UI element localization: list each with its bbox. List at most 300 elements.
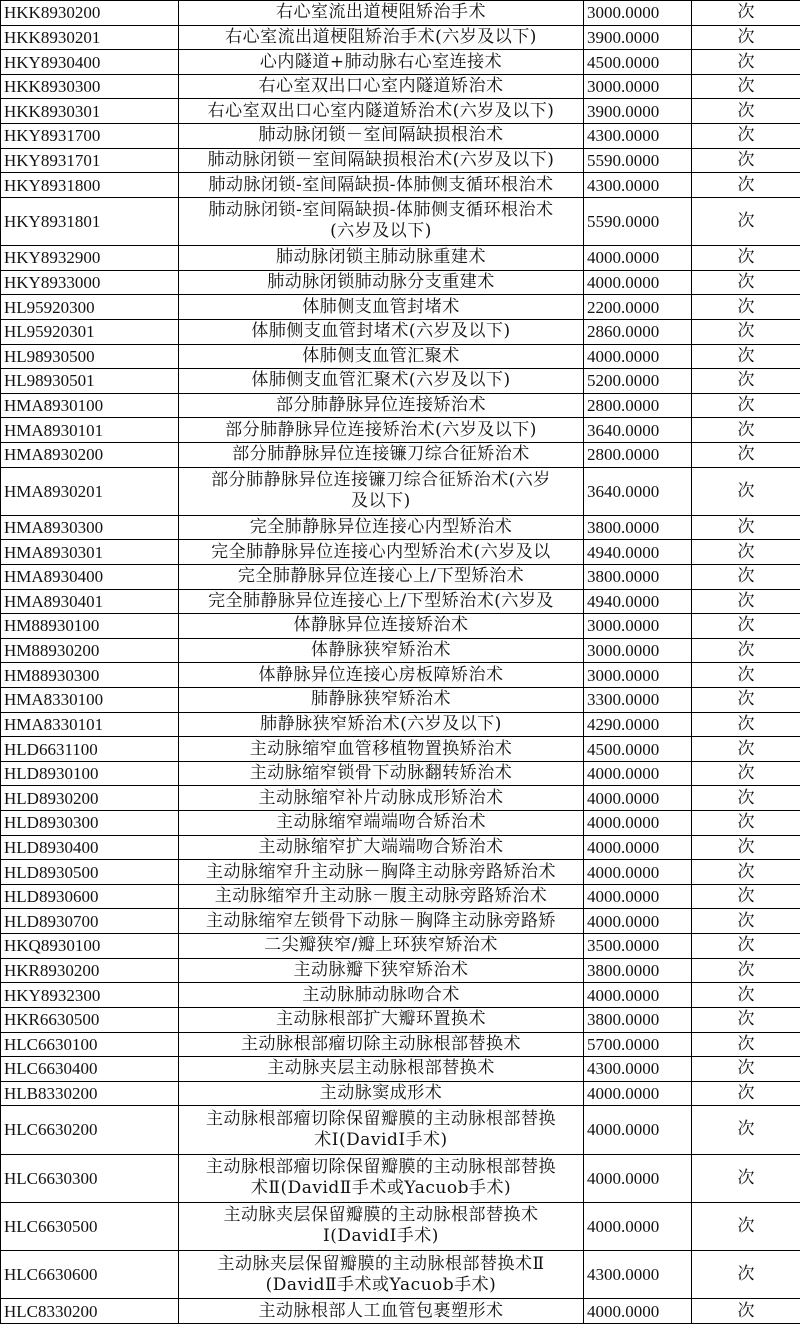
item-code-cell <box>1 564 179 589</box>
item-name-text: 主动脉缩窄升主动脉－腹主动脉旁路矫治术 <box>215 886 548 906</box>
item-unit-cell <box>692 1299 800 1324</box>
item-name-cell <box>179 1250 584 1298</box>
item-name-cell <box>179 270 584 295</box>
table-row <box>1 663 800 688</box>
item-price-text: 4000.0000 <box>587 1302 659 1321</box>
item-price-text: 3000.0000 <box>587 3 659 22</box>
item-unit-text: 次 <box>738 960 755 980</box>
item-name-text: 主动脉夹层主动脉根部替换术 <box>267 1058 495 1078</box>
item-code-text: HKY8932300 <box>4 986 100 1005</box>
item-code-cell <box>1 1106 179 1154</box>
item-name-text: 主动脉缩窄锁骨下动脉翻转矫治术 <box>250 763 513 783</box>
table-body <box>1 1 800 1324</box>
item-name-text: 右心室流出道梗阻矫治手术 <box>276 2 486 22</box>
item-code-cell <box>1 467 179 515</box>
item-price-text: 4500.0000 <box>587 53 659 72</box>
item-name-cell <box>179 811 584 836</box>
item-name-text: 肺动脉闭锁－室间隔缺损根治术(六岁及以下) <box>208 150 555 170</box>
item-unit-text: 次 <box>738 566 755 586</box>
item-price-cell <box>584 1299 692 1324</box>
item-unit-cell <box>692 860 800 885</box>
item-code-text: HMA8930101 <box>4 421 103 440</box>
item-unit-text: 次 <box>738 175 755 195</box>
item-name-text: 部分肺静脉异位连接矫治术 <box>276 395 486 415</box>
item-name-cell <box>179 197 584 245</box>
item-name-cell <box>179 540 584 565</box>
table-row <box>1 467 800 515</box>
item-name-cell <box>179 712 584 737</box>
item-unit-text: 次 <box>738 370 755 390</box>
item-name-cell <box>179 25 584 50</box>
item-unit-text: 次 <box>738 788 755 808</box>
item-unit-text: 次 <box>738 420 755 440</box>
item-name-text: 肺动脉闭锁肺动脉分支重建术 <box>267 272 495 292</box>
item-price-cell <box>584 958 692 983</box>
item-name-text: 体肺侧支血管封堵术(六岁及以下) <box>251 321 510 341</box>
item-unit-cell <box>692 983 800 1008</box>
item-unit-cell <box>692 1154 800 1202</box>
item-code-text: HLD8930400 <box>4 838 98 857</box>
table-row <box>1 589 800 614</box>
item-price-cell <box>584 369 692 394</box>
item-code-text: HKY8933000 <box>4 273 100 292</box>
item-price-cell <box>584 1032 692 1057</box>
item-code-text: HMA8930201 <box>4 482 103 501</box>
item-code-cell <box>1 270 179 295</box>
table-row <box>1 515 800 540</box>
item-price-cell <box>584 909 692 934</box>
table-row <box>1 1032 800 1057</box>
item-price-cell <box>584 246 692 271</box>
item-price-text: 4000.0000 <box>587 986 659 1005</box>
item-name-cell <box>179 50 584 75</box>
item-code-cell <box>1 74 179 99</box>
item-price-cell <box>584 1202 692 1250</box>
item-price-cell <box>584 638 692 663</box>
item-name-text: 部分肺静脉异位连接矫治术(六岁及以下) <box>225 420 537 440</box>
item-name-cell <box>179 688 584 713</box>
item-price-text: 4000.0000 <box>587 813 659 832</box>
item-unit-text: 次 <box>738 1264 755 1284</box>
item-price-cell <box>584 811 692 836</box>
item-code-text: HKY8931800 <box>4 176 100 195</box>
item-price-cell <box>584 393 692 418</box>
table-row <box>1 369 800 394</box>
item-name-cell <box>179 737 584 762</box>
item-name-text: 主动脉肺动脉吻合术 <box>302 985 460 1005</box>
item-price-text: 3500.0000 <box>587 936 659 955</box>
item-unit-cell <box>692 540 800 565</box>
table-row <box>1 835 800 860</box>
table-row <box>1 344 800 369</box>
item-unit-cell <box>692 589 800 614</box>
table-row <box>1 246 800 271</box>
item-unit-text: 次 <box>738 481 755 501</box>
item-name-cell <box>179 884 584 909</box>
item-name-text: 部分肺静脉异位连接镰刀综合征矫治术 <box>232 444 530 464</box>
table-row <box>1 270 800 295</box>
item-name-text: 完全肺静脉异位连接心上/下型矫治术(六岁及 <box>208 591 554 611</box>
item-unit-text: 次 <box>738 1058 755 1078</box>
item-price-text: 4000.0000 <box>587 1217 659 1236</box>
item-name-cell <box>179 638 584 663</box>
item-unit-text: 次 <box>738 665 755 685</box>
item-unit-text: 次 <box>738 321 755 341</box>
item-name-cell <box>179 99 584 124</box>
item-price-cell <box>584 515 692 540</box>
item-name-cell <box>179 786 584 811</box>
item-code-cell <box>1 442 179 467</box>
item-name-cell <box>179 860 584 885</box>
table-row <box>1 688 800 713</box>
item-price-cell <box>584 1250 692 1298</box>
item-name-text: 主动脉夹层保留瓣膜的主动脉根部替换术 Ⅰ(DavidⅠ手术) <box>224 1205 539 1246</box>
item-unit-cell <box>692 737 800 762</box>
item-name-cell <box>179 148 584 173</box>
item-name-cell <box>179 1057 584 1082</box>
item-name-text: 体静脉异位连接心房板障矫治术 <box>259 665 504 685</box>
item-code-cell <box>1 958 179 983</box>
item-code-text: HM88930100 <box>4 616 99 635</box>
item-name-text: 主动脉缩窄血管移植物置换矫治术 <box>250 739 513 759</box>
item-code-cell <box>1 124 179 149</box>
item-code-cell <box>1 99 179 124</box>
table-row <box>1 934 800 959</box>
item-name-cell <box>179 344 584 369</box>
item-code-text: HLC6630300 <box>4 1169 98 1188</box>
item-name-text: 主动脉根部瘤切除保留瓣膜的主动脉根部替换 术Ⅱ(DavidⅡ手术或Yacuob手术) <box>206 1157 556 1198</box>
table-row <box>1 393 800 418</box>
item-name-text: 完全肺静脉异位连接心上/下型矫治术 <box>238 566 524 586</box>
item-price-cell <box>584 712 692 737</box>
item-code-text: HKK8930200 <box>4 3 100 22</box>
item-unit-text: 次 <box>738 297 755 317</box>
item-name-cell <box>179 418 584 443</box>
item-price-text: 5590.0000 <box>587 212 659 231</box>
table-row <box>1 25 800 50</box>
item-price-cell <box>584 663 692 688</box>
item-code-cell <box>1 638 179 663</box>
item-code-cell <box>1 934 179 959</box>
table-row <box>1 418 800 443</box>
item-name-text: 肺动脉闭锁主肺动脉重建术 <box>276 247 486 267</box>
table-row <box>1 74 800 99</box>
item-code-text: HMA8930300 <box>4 518 103 537</box>
item-name-text: 主动脉缩窄扩大端端吻合矫治术 <box>259 837 504 857</box>
item-unit-cell <box>692 1032 800 1057</box>
item-unit-cell <box>692 564 800 589</box>
item-unit-cell <box>692 1202 800 1250</box>
item-name-text: 主动脉缩窄端端吻合矫治术 <box>276 812 486 832</box>
item-unit-text: 次 <box>738 739 755 759</box>
item-name-text: 主动脉缩窄升主动脉－胸降主动脉旁路矫治术 <box>206 862 556 882</box>
item-code-cell <box>1 148 179 173</box>
item-unit-text: 次 <box>738 1216 755 1236</box>
item-code-text: HL98930501 <box>4 371 95 390</box>
table-row <box>1 1250 800 1298</box>
table-row <box>1 319 800 344</box>
item-code-text: HLC6630400 <box>4 1059 98 1078</box>
item-code-text: HLC6630600 <box>4 1265 98 1284</box>
item-name-cell <box>179 319 584 344</box>
item-name-cell <box>179 614 584 639</box>
item-code-text: HKK8930300 <box>4 77 100 96</box>
item-code-cell <box>1 25 179 50</box>
item-code-text: HM88930300 <box>4 666 99 685</box>
item-price-cell <box>584 418 692 443</box>
table-row <box>1 197 800 245</box>
item-code-text: HLB8330200 <box>4 1084 98 1103</box>
table-row <box>1 958 800 983</box>
item-code-text: HKR8930200 <box>4 961 99 980</box>
table-row <box>1 1202 800 1250</box>
item-name-cell <box>179 246 584 271</box>
item-price-cell <box>584 737 692 762</box>
item-unit-cell <box>692 638 800 663</box>
table-row <box>1 737 800 762</box>
item-unit-cell <box>692 1 800 26</box>
item-price-text: 3800.0000 <box>587 567 659 586</box>
item-name-cell <box>179 173 584 198</box>
item-price-text: 3000.0000 <box>587 641 659 660</box>
item-price-text: 4000.0000 <box>587 789 659 808</box>
item-name-cell <box>179 934 584 959</box>
item-name-text: 体肺侧支血管汇聚术 <box>302 346 460 366</box>
item-code-cell <box>1 1081 179 1106</box>
item-name-text: 部分肺静脉异位连接镰刀综合征矫治术(六岁 及以下) <box>211 470 551 511</box>
item-unit-text: 次 <box>738 101 755 121</box>
item-unit-cell <box>692 712 800 737</box>
item-name-cell <box>179 393 584 418</box>
item-name-cell <box>179 1032 584 1057</box>
item-price-cell <box>584 25 692 50</box>
item-code-cell <box>1 246 179 271</box>
table-row <box>1 173 800 198</box>
item-unit-text: 次 <box>738 272 755 292</box>
item-name-text: 右心室流出道梗阻矫治手术(六岁及以下) <box>225 27 537 47</box>
table-row <box>1 99 800 124</box>
item-unit-cell <box>692 663 800 688</box>
item-price-text: 2860.0000 <box>587 322 659 341</box>
item-code-text: HMA8330101 <box>4 715 103 734</box>
item-name-cell <box>179 1154 584 1202</box>
table-row <box>1 712 800 737</box>
item-name-cell <box>179 589 584 614</box>
item-price-cell <box>584 74 692 99</box>
item-code-cell <box>1 344 179 369</box>
item-unit-cell <box>692 50 800 75</box>
item-unit-text: 次 <box>738 1301 755 1321</box>
item-unit-cell <box>692 246 800 271</box>
item-code-text: HMA8930301 <box>4 543 103 562</box>
item-name-text: 主动脉根部瘤切除保留瓣膜的主动脉根部替换 术Ⅰ(DavidⅠ手术) <box>206 1109 556 1150</box>
item-unit-cell <box>692 958 800 983</box>
table-row <box>1 761 800 786</box>
table-row <box>1 909 800 934</box>
item-code-text: HLD8930500 <box>4 863 98 882</box>
item-price-text: 4000.0000 <box>587 1169 659 1188</box>
item-price-text: 3900.0000 <box>587 102 659 121</box>
item-price-text: 4940.0000 <box>587 543 659 562</box>
table-row <box>1 295 800 320</box>
item-code-cell <box>1 737 179 762</box>
item-unit-text: 次 <box>738 862 755 882</box>
item-unit-cell <box>692 99 800 124</box>
item-price-cell <box>584 319 692 344</box>
item-unit-text: 次 <box>738 985 755 1005</box>
item-code-cell <box>1 319 179 344</box>
item-price-text: 3000.0000 <box>587 77 659 96</box>
item-unit-cell <box>692 811 800 836</box>
item-unit-text: 次 <box>738 542 755 562</box>
item-price-text: 2200.0000 <box>587 298 659 317</box>
item-code-cell <box>1 761 179 786</box>
item-code-text: HLC8330200 <box>4 1302 98 1321</box>
item-name-cell <box>179 1202 584 1250</box>
item-price-text: 3000.0000 <box>587 666 659 685</box>
item-name-cell <box>179 958 584 983</box>
item-unit-cell <box>692 124 800 149</box>
item-name-cell <box>179 467 584 515</box>
item-code-text: HMA8930200 <box>4 445 103 464</box>
item-code-text: HKK8930301 <box>4 102 100 121</box>
item-unit-cell <box>692 1081 800 1106</box>
item-price-cell <box>584 761 692 786</box>
item-price-cell <box>584 1057 692 1082</box>
item-name-text: 肺静脉狭窄矫治术(六岁及以下) <box>260 714 502 734</box>
item-price-cell <box>584 442 692 467</box>
item-unit-text: 次 <box>738 247 755 267</box>
item-code-text: HLD8930700 <box>4 912 98 931</box>
item-unit-cell <box>692 1057 800 1082</box>
item-price-text: 3300.0000 <box>587 690 659 709</box>
item-unit-text: 次 <box>738 1119 755 1139</box>
item-unit-cell <box>692 515 800 540</box>
item-unit-cell <box>692 148 800 173</box>
item-code-text: HLD8930100 <box>4 764 98 783</box>
item-name-text: 主动脉夹层保留瓣膜的主动脉根部替换术Ⅱ (DavidⅡ手术或Yacuob手术) <box>217 1254 544 1295</box>
item-name-cell <box>179 515 584 540</box>
item-price-text: 5200.0000 <box>587 371 659 390</box>
item-price-cell <box>584 860 692 885</box>
item-unit-cell <box>692 270 800 295</box>
item-price-cell <box>584 1154 692 1202</box>
item-name-text: 体肺侧支血管汇聚术(六岁及以下) <box>251 370 510 390</box>
item-code-cell <box>1 50 179 75</box>
item-unit-cell <box>692 467 800 515</box>
item-name-cell <box>179 909 584 934</box>
item-name-cell <box>179 1299 584 1324</box>
item-price-text: 4000.0000 <box>587 273 659 292</box>
item-code-cell <box>1 1250 179 1298</box>
item-price-cell <box>584 614 692 639</box>
item-unit-cell <box>692 934 800 959</box>
item-unit-cell <box>692 1106 800 1154</box>
table-row <box>1 614 800 639</box>
item-name-text: 右心室双出口心室内隧道矫治术 <box>259 76 504 96</box>
item-name-text: 体肺侧支血管封堵术 <box>302 297 460 317</box>
item-price-text: 3640.0000 <box>587 421 659 440</box>
table-row <box>1 1 800 26</box>
item-code-cell <box>1 884 179 909</box>
item-price-text: 4000.0000 <box>587 248 659 267</box>
item-code-text: HLD8930200 <box>4 789 98 808</box>
item-price-text: 4300.0000 <box>587 1059 659 1078</box>
item-code-text: HLD8930600 <box>4 887 98 906</box>
item-unit-text: 次 <box>738 689 755 709</box>
item-code-text: HKR6630500 <box>4 1010 99 1029</box>
item-name-cell <box>179 1081 584 1106</box>
item-name-text: 右心室双出口心室内隧道矫治术(六岁及以下) <box>208 101 555 121</box>
item-code-cell <box>1 515 179 540</box>
item-code-text: HM88930200 <box>4 641 99 660</box>
item-name-cell <box>179 1106 584 1154</box>
item-code-cell <box>1 295 179 320</box>
item-price-text: 4000.0000 <box>587 838 659 857</box>
item-unit-cell <box>692 835 800 860</box>
item-unit-text: 次 <box>738 125 755 145</box>
item-unit-cell <box>692 761 800 786</box>
item-name-text: 心内隧道+肺动脉右心室连接术 <box>260 52 502 72</box>
item-unit-text: 次 <box>738 517 755 537</box>
item-price-text: 2800.0000 <box>587 445 659 464</box>
item-name-cell <box>179 1007 584 1032</box>
item-price-cell <box>584 148 692 173</box>
item-unit-text: 次 <box>738 640 755 660</box>
table-row <box>1 1081 800 1106</box>
item-code-text: HKK8930201 <box>4 28 100 47</box>
table-row <box>1 811 800 836</box>
item-name-text: 二尖瓣狭窄/瓣上环狭窄矫治术 <box>264 935 498 955</box>
item-price-cell <box>584 99 692 124</box>
item-name-cell <box>179 124 584 149</box>
item-code-text: HLD6631100 <box>4 740 98 759</box>
item-unit-text: 次 <box>738 1009 755 1029</box>
item-unit-text: 次 <box>738 27 755 47</box>
item-unit-cell <box>692 74 800 99</box>
item-code-text: HMA8930401 <box>4 592 103 611</box>
item-unit-text: 次 <box>738 714 755 734</box>
item-code-cell <box>1 1299 179 1324</box>
table-row <box>1 1106 800 1154</box>
item-price-cell <box>584 589 692 614</box>
item-unit-cell <box>692 197 800 245</box>
item-unit-cell <box>692 393 800 418</box>
item-code-cell <box>1 173 179 198</box>
item-code-cell <box>1 811 179 836</box>
item-code-cell <box>1 1202 179 1250</box>
item-unit-text: 次 <box>738 1083 755 1103</box>
item-name-cell <box>179 295 584 320</box>
item-name-cell <box>179 983 584 1008</box>
item-name-text: 完全肺静脉异位连接心内型矫治术 <box>250 517 513 537</box>
item-price-text: 4000.0000 <box>587 1084 659 1103</box>
item-price-cell <box>584 835 692 860</box>
item-unit-cell <box>692 442 800 467</box>
item-unit-cell <box>692 1250 800 1298</box>
item-price-text: 4300.0000 <box>587 176 659 195</box>
item-unit-cell <box>692 786 800 811</box>
table-row <box>1 1154 800 1202</box>
item-price-text: 4500.0000 <box>587 740 659 759</box>
item-price-cell <box>584 344 692 369</box>
item-code-cell <box>1 983 179 1008</box>
item-unit-cell <box>692 173 800 198</box>
item-code-text: HL98930500 <box>4 347 95 366</box>
item-price-text: 3000.0000 <box>587 616 659 635</box>
item-price-text: 5700.0000 <box>587 1035 659 1054</box>
item-price-cell <box>584 1106 692 1154</box>
